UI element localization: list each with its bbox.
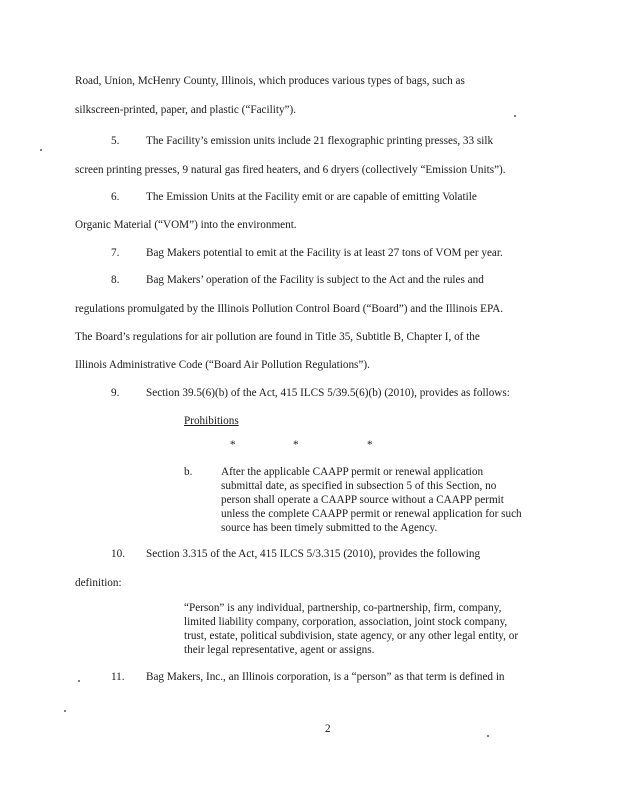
text-line: screen printing presses, 9 natural gas fired heaters, and 6 dryers (collectively “Emission Units”). xyxy=(75,164,506,176)
paragraph-number: 5. xyxy=(111,135,120,147)
text-line: The Emission Units at the Facility emit or are capable of emitting Volatile xyxy=(146,191,477,203)
quote-line: trust, estate, political subdivision, state agency, or any other legal entity, or xyxy=(184,630,519,642)
scan-speck xyxy=(40,149,42,151)
paragraph-number: 9. xyxy=(111,387,120,399)
text-line: Section 39.5(6)(b) of the Act, 415 ILCS 5/39.5(6)(b) (2010), provides as follows: xyxy=(146,387,510,399)
paragraph-number: 8. xyxy=(111,274,120,286)
text-line: definition: xyxy=(75,577,122,589)
text-line: silkscreen-printed, paper, and plastic (“Facility”). xyxy=(75,104,297,116)
text-line: Bag Makers’ operation of the Facility is subject to the Act and the rules and xyxy=(146,274,484,286)
paragraph-number: 10. xyxy=(111,548,125,560)
text-line: Organic Material (“VOM”) into the environment. xyxy=(75,219,297,231)
scan-speck xyxy=(64,710,66,712)
page-number: 2 xyxy=(325,723,331,735)
ellipsis-asterisk: * xyxy=(293,439,299,451)
text-line: Road, Union, McHenry County, Illinois, which produces various types of bags, such as xyxy=(75,75,465,87)
ellipsis-asterisk: * xyxy=(230,439,236,451)
quote-line: After the applicable CAAPP permit or renewal application xyxy=(221,466,484,478)
scan-speck xyxy=(78,680,80,682)
text-line: The Facility’s emission units include 21 flexographic printing presses, 33 silk xyxy=(146,135,494,147)
quote-line: person shall operate a CAAPP source without a CAAPP permit xyxy=(221,494,504,506)
text-line: Illinois Administrative Code (“Board Air Pollution Regulations”). xyxy=(75,359,370,371)
text-line: The Board’s regulations for air pollution are found in Title 35, Subtitle B, Chapter I, of the xyxy=(75,331,480,343)
paragraph-number: 7. xyxy=(111,247,120,259)
subsection-letter: b. xyxy=(184,466,193,478)
ellipsis-asterisk: * xyxy=(367,439,373,451)
text-line: Bag Makers potential to emit at the Facility is at least 27 tons of VOM per year. xyxy=(146,247,503,259)
scan-speck xyxy=(514,115,516,117)
quote-line: unless the complete CAAPP permit or renewal application for such xyxy=(221,508,522,520)
scan-speck xyxy=(487,735,489,737)
quote-heading: Prohibitions xyxy=(184,415,239,427)
text-line: regulations promulgated by the Illinois Pollution Control Board (“Board”) and the Illinois EPA. xyxy=(75,303,504,315)
quote-line: limited liability company, corporation, association, joint stock company, xyxy=(184,616,508,628)
paragraph-number: 6. xyxy=(111,191,120,203)
paragraph-number: 11. xyxy=(111,671,125,683)
quote-line: their legal representative, agent or assigns. xyxy=(184,644,375,656)
quote-line: “Person” is any individual, partnership, co-partnership, firm, company, xyxy=(184,602,502,614)
quote-line: source has been timely submitted to the Agency. xyxy=(221,522,438,534)
text-line: Section 3.315 of the Act, 415 ILCS 5/3.315 (2010), provides the following xyxy=(146,548,481,560)
quote-line: submittal date, as specified in subsection 5 of this Section, no xyxy=(221,480,497,492)
text-line: Bag Makers, Inc., an Illinois corporation, is a “person” as that term is defined in xyxy=(146,671,505,683)
